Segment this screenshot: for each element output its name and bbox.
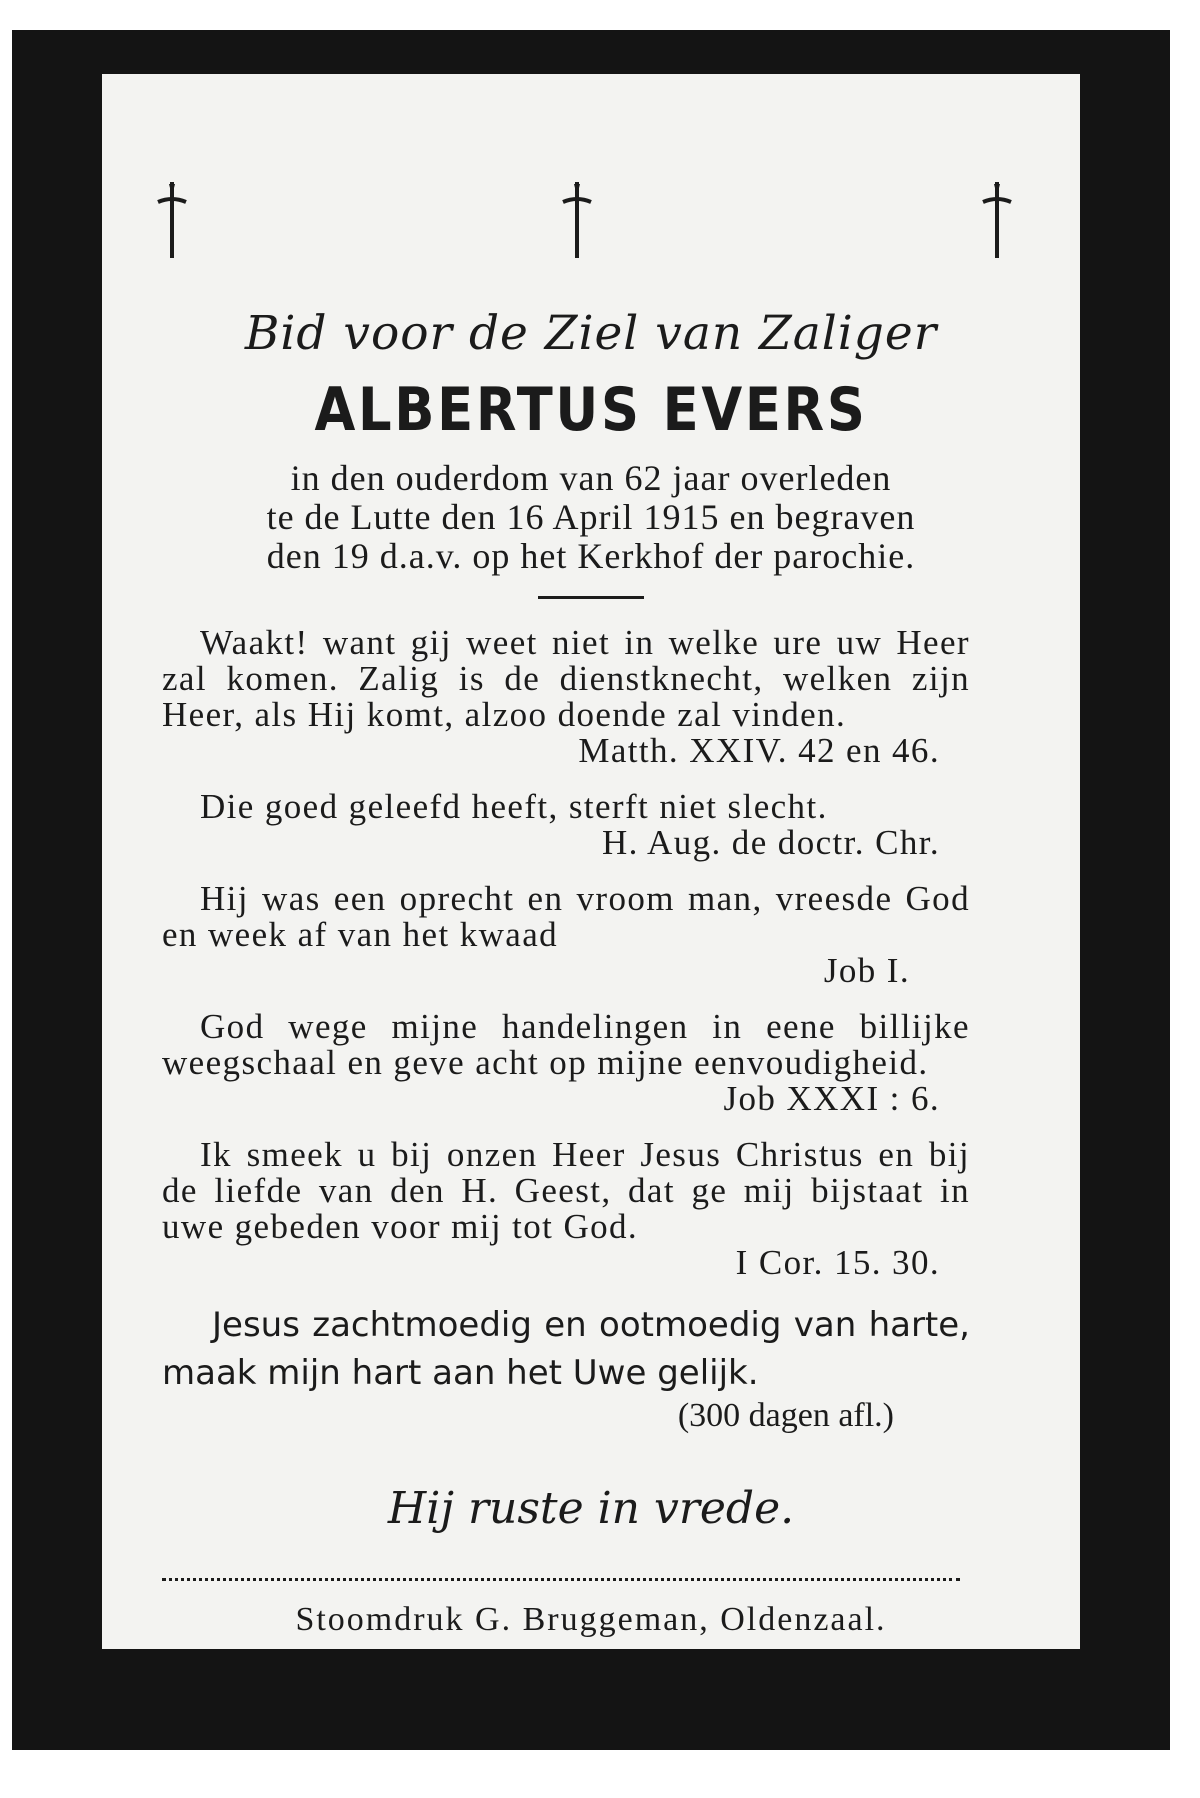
crosses-row (102, 180, 1080, 290)
verse (162, 789, 970, 861)
verse-text: Die goed geleefd heeft, sterft niet slecht. (200, 787, 828, 826)
verse-reference: Job I. (823, 951, 910, 990)
dotted-separator (162, 1578, 960, 1581)
card-content (102, 300, 1080, 1639)
verse-text: God wege mijne handelingen in eene billijke weegschaal en geve acht op mijne eenvoudigheid. (162, 1007, 970, 1082)
info-line: in den ouderdom van 62 jaar overleden (290, 458, 892, 498)
info-line: den 19 d.a.v. op het Kerkhof der parochie. (266, 536, 916, 576)
verse (162, 881, 970, 989)
verse-reference: Job XXXI : 6. (723, 1079, 940, 1118)
info-line: te de Lutte den 16 April 1915 en begraven (266, 497, 916, 537)
verse-reference: H. Aug. de doctr. Chr. (601, 823, 940, 862)
verse-text: Hij was een oprecht en vroom man, vreesde God en week af van het kwaad (162, 879, 970, 954)
cross-icon (977, 180, 1017, 260)
printer-credit: Stoomdruk G. Bruggeman, Oldenzaal. (295, 1601, 887, 1638)
prayer-text: Jesus zachtmoedig en ootmoedig van harte, maak mijn hart aan het Uwe gelijk. (162, 1305, 970, 1393)
cross-icon (557, 180, 597, 260)
indulgence-prayer (162, 1301, 970, 1435)
verse (162, 625, 970, 769)
deceased-name: ALBERTUS EVERS (314, 375, 868, 445)
intro-line: Bid voor de Ziel van Zaliger (244, 306, 938, 361)
death-info (102, 459, 1080, 576)
verse (162, 1137, 970, 1281)
verse-text: Waakt! want gij weet niet in welke ure uw Heer zal komen. Zalig is de dienstknecht, welken zijn Heer, als Hij komt, alzoo doende zal vinden. (162, 623, 970, 734)
closing-line: Hij ruste in vrede. (387, 1483, 795, 1534)
scripture-verses (162, 625, 970, 1281)
verse-reference: I Cor. 15. 30. (735, 1243, 940, 1282)
verse-reference: Matth. XXIV. 42 en 46. (578, 731, 940, 770)
indulgence-note: (300 dagen afl.) (677, 1397, 894, 1434)
divider-rule (538, 596, 644, 599)
cross-icon (152, 180, 192, 260)
verse (162, 1009, 970, 1117)
verse-text: Ik smeek u bij onzen Heer Jesus Christus en bij de liefde van den H. Geest, dat ge mij bijstaat in uwe gebeden voor mij tot God. (162, 1135, 970, 1246)
